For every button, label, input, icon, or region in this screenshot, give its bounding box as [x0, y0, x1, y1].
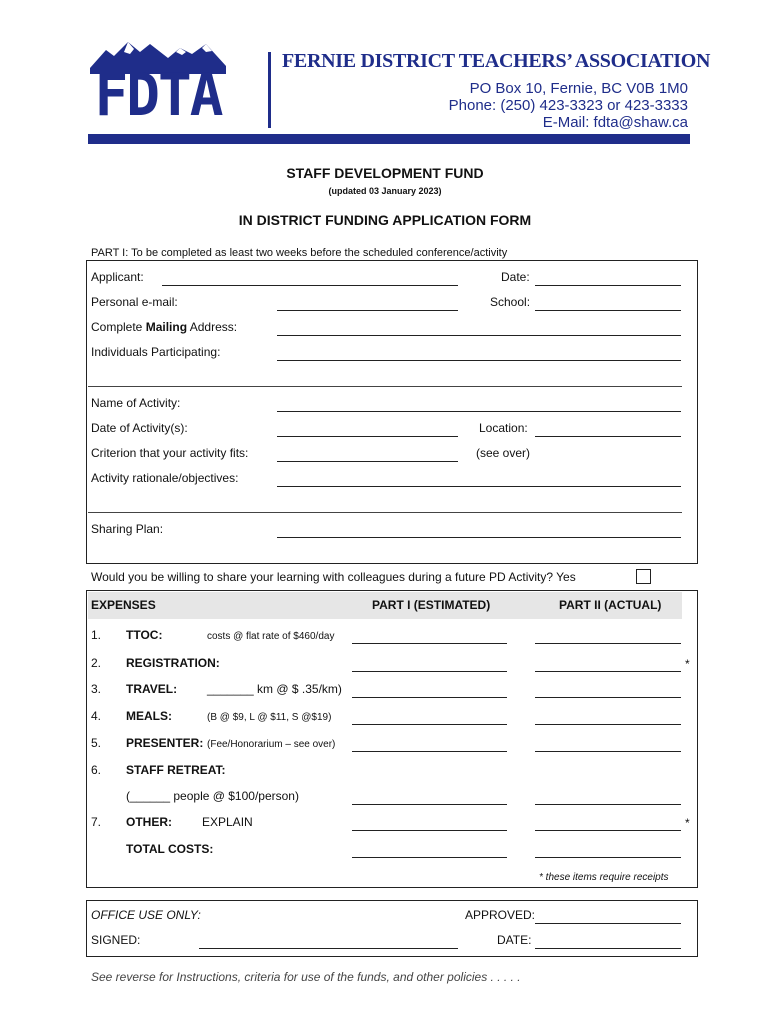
expense-label: TRAVEL:	[126, 682, 178, 696]
part1-box	[86, 260, 698, 564]
expense-note: _______ km @ $ .35/km)	[207, 682, 342, 696]
org-phone: Phone: (250) 423-3323 or 423-3333	[448, 97, 688, 114]
expense-estimated-field[interactable]	[352, 643, 507, 644]
sharing-plan-field[interactable]	[277, 537, 681, 538]
expense-actual-field[interactable]	[535, 804, 681, 805]
expense-label: REGISTRATION:	[126, 656, 220, 670]
expense-estimated-field[interactable]	[352, 751, 507, 752]
form-title: IN DISTRICT FUNDING APPLICATION FORM	[238, 212, 532, 228]
expense-estimated-field[interactable]	[352, 857, 507, 858]
expense-estimated-field[interactable]	[352, 697, 507, 698]
expense-number: 3.	[91, 682, 102, 696]
page-title: STAFF DEVELOPMENT FUND	[286, 165, 484, 181]
expense-number: 1.	[91, 628, 102, 642]
updated-note: (updated 03 January 2023)	[328, 186, 442, 196]
school-label: School:	[490, 295, 531, 309]
sharing-plan-label: Sharing Plan:	[91, 522, 164, 536]
office-date-label: DATE:	[497, 933, 532, 947]
expense-label: OTHER:	[126, 815, 172, 829]
date-field[interactable]	[535, 285, 681, 286]
logo-text: FDTA	[94, 61, 222, 130]
expense-actual-field[interactable]	[535, 857, 681, 858]
share-yes-checkbox[interactable]	[636, 569, 651, 584]
org-email: E-Mail: fdta@shaw.ca	[542, 114, 688, 131]
expenses-header: EXPENSES	[91, 598, 156, 612]
expense-label: PRESENTER:	[126, 736, 204, 750]
header-divider	[268, 52, 271, 128]
activity-dates-label: Date of Activity(s):	[91, 421, 188, 435]
expense-number: 7.	[91, 815, 102, 829]
fdta-logo	[88, 38, 228, 128]
expense-number: 4.	[91, 709, 102, 723]
activity-dates-field[interactable]	[277, 436, 458, 437]
approved-label: APPROVED:	[465, 908, 536, 922]
expense-note: costs @ flat rate of $460/day	[207, 631, 335, 642]
expense-note: (______ people @ $100/person)	[126, 789, 299, 803]
expense-actual-field[interactable]	[535, 643, 681, 644]
expense-label: MEALS:	[126, 709, 172, 723]
see-over-note: (see over)	[476, 446, 531, 460]
org-address: PO Box 10, Fernie, BC V0B 1M0	[469, 80, 688, 97]
receipt-required-star: *	[685, 816, 690, 830]
header-bar	[88, 134, 690, 144]
expense-note: (Fee/Honorarium – see over)	[207, 739, 336, 750]
footer-note: See reverse for Instructions, criteria for use of the funds, and other policies . . . . .	[91, 970, 521, 984]
expense-estimated-field[interactable]	[352, 804, 507, 805]
location-label: Location:	[479, 421, 528, 435]
signed-field[interactable]	[199, 948, 458, 949]
section-divider-2	[88, 512, 682, 513]
participants-field[interactable]	[277, 360, 681, 361]
criterion-label: Criterion that your activity fits:	[91, 446, 249, 460]
expense-label: TOTAL COSTS:	[126, 842, 214, 856]
school-field[interactable]	[535, 310, 681, 311]
email-field[interactable]	[277, 310, 458, 311]
mailing-address-label: Complete Mailing Address:	[91, 320, 238, 334]
expense-label: STAFF RETREAT:	[126, 763, 226, 777]
expense-note: EXPLAIN	[202, 815, 253, 829]
signed-label: SIGNED:	[91, 933, 141, 947]
email-label: Personal e-mail:	[91, 295, 178, 309]
actual-column-header: PART II (ACTUAL)	[559, 598, 662, 612]
participants-label: Individuals Participating:	[91, 345, 221, 359]
expense-number: 2.	[91, 656, 102, 670]
activity-name-field[interactable]	[277, 411, 681, 412]
mailing-address-field[interactable]	[277, 335, 681, 336]
expense-actual-field[interactable]	[535, 830, 681, 831]
expense-label: TTOC:	[126, 628, 163, 642]
expense-actual-field[interactable]	[535, 751, 681, 752]
expense-estimated-field[interactable]	[352, 724, 507, 725]
criterion-field[interactable]	[277, 461, 458, 462]
section-divider	[88, 386, 682, 387]
expense-number: 5.	[91, 736, 102, 750]
expense-actual-field[interactable]	[535, 697, 681, 698]
location-field[interactable]	[535, 436, 681, 437]
expense-note: (B @ $9, L @ $11, S @$19)	[207, 712, 332, 723]
expense-estimated-field[interactable]	[352, 671, 507, 672]
office-use-label: OFFICE USE ONLY:	[91, 908, 201, 922]
expense-actual-field[interactable]	[535, 671, 681, 672]
office-date-field[interactable]	[535, 948, 681, 949]
share-question: Would you be willing to share your learning with colleagues during a future PD Activity? Yes	[91, 570, 576, 584]
date-label: Date:	[501, 270, 530, 284]
org-name: FERNIE DISTRICT TEACHERS’ ASSOCIATION	[282, 50, 711, 72]
receipt-required-star: *	[685, 657, 690, 671]
receipts-note: * these items require receipts	[539, 872, 669, 883]
rationale-field[interactable]	[277, 486, 681, 487]
applicant-label: Applicant:	[91, 270, 144, 284]
part1-intro: PART I: To be completed as least two weeks before the scheduled conference/activity	[91, 247, 508, 259]
estimated-column-header: PART I (ESTIMATED)	[372, 598, 491, 612]
applicant-field[interactable]	[162, 285, 458, 286]
activity-name-label: Name of Activity:	[91, 396, 181, 410]
expense-estimated-field[interactable]	[352, 830, 507, 831]
expense-number: 6.	[91, 763, 102, 777]
approved-field[interactable]	[535, 923, 681, 924]
rationale-label: Activity rationale/objectives:	[91, 471, 239, 485]
expense-actual-field[interactable]	[535, 724, 681, 725]
